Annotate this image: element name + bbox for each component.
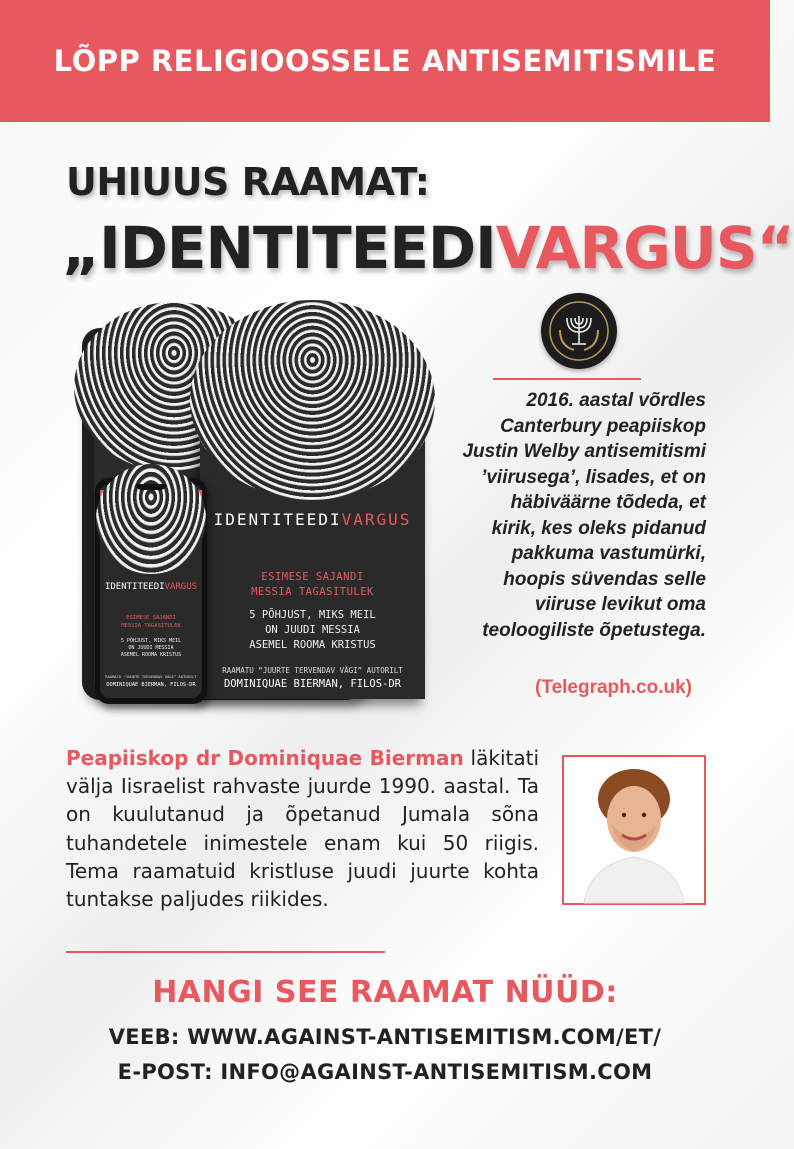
menorah-emblem-logo bbox=[541, 293, 617, 369]
top-banner bbox=[0, 0, 770, 122]
email-link[interactable]: E-POST: INFO@AGAINST-ANTISEMITISM.COM bbox=[117, 1060, 653, 1084]
headline-new-book: UHIUUS RAAMAT: bbox=[66, 160, 430, 204]
quote-line: ’viirusega’, lisades, et on bbox=[481, 466, 706, 488]
call-to-action-heading: HANGI SEE RAAMAT NÜÜD: bbox=[152, 975, 618, 1010]
book-cover-reasons bbox=[200, 608, 425, 653]
bio-divider-bottom bbox=[66, 951, 385, 953]
book-cover-subtitle bbox=[200, 570, 425, 600]
book-cover bbox=[200, 360, 425, 699]
phone-cover-reasons-line: ON JUUDI MESSIA bbox=[128, 645, 174, 651]
book-cover-author: DOMINIQUAE BIERMAN, FILOS-DR bbox=[223, 678, 401, 690]
book-cover-reasons-line: 5 PÕHJUST, MIKS MEIL bbox=[249, 609, 376, 621]
fingerprint-graphic bbox=[190, 300, 435, 500]
quote-line: häbiväärne tõdeda, et bbox=[510, 492, 706, 513]
book-title-headline bbox=[62, 214, 794, 282]
quote-line: viiruse levikut oma bbox=[534, 594, 706, 615]
phone-notch bbox=[136, 484, 166, 490]
book-cover-author-credit: RAAMATU “JUURTE TERVENDAV VÄGI” AUTORILT bbox=[222, 666, 403, 675]
telegraph-quote bbox=[414, 388, 706, 643]
quote-line: teoloogiliste õpetustega. bbox=[482, 619, 706, 641]
phone-cover-subtitle-line: MESSIA TAGASITULEK bbox=[121, 623, 181, 629]
quote-line: 2016. aastal võrdles bbox=[526, 390, 706, 411]
bio-text: läkitati välja Iisraelist rahvaste juurde 1990. aastal. Ta on kuulutanud ja õpetanud Jumala sõna tuhandetele inimestele enam kui 50 riigis. Tema raamatuid kristluse juudi juurte kohta tuntakse paljudes riikides. bbox=[66, 746, 539, 912]
book-cover-subtitle-line: ESIMESE SAJANDI bbox=[261, 571, 364, 583]
quote-line: Justin Welby antisemitismi bbox=[462, 441, 706, 462]
banner-title: LÕPP RELIGIOOSSELE ANTISEMITISMILE bbox=[53, 44, 717, 78]
phone-cover-author-credit: RAAMATU “JUURTE TERVENDAV VÄGI” AUTORILT bbox=[105, 674, 197, 679]
close-quote: “ bbox=[756, 214, 794, 282]
phone-cover-title-red: VARGUS bbox=[164, 582, 198, 592]
phone-cover-title bbox=[100, 582, 202, 592]
title-red-part: VARGUS bbox=[495, 214, 757, 282]
book-cover-reasons-line: ASEMEL ROOMA KRISTUS bbox=[249, 639, 376, 651]
book-cover-title-white: IDENTITEEDI bbox=[213, 510, 342, 529]
phone-mockup bbox=[95, 478, 207, 704]
phone-cover-reasons bbox=[100, 638, 202, 659]
quote-divider-top bbox=[493, 378, 641, 380]
quote-line: hoopis süvendas selle bbox=[503, 568, 706, 590]
author-photo bbox=[562, 755, 706, 905]
phone-cover-reasons-line: 5 PÕHJUST, MIKS MEIL bbox=[120, 638, 182, 644]
phone-cover-reasons-line: ASEMEL ROOMA KRISTUS bbox=[120, 652, 182, 658]
phone-cover-title-white: IDENTITEEDI bbox=[104, 582, 165, 592]
phone-cover-author: DOMINIQUAE BIERMAN, FILOS-DR bbox=[106, 682, 196, 688]
open-quote: „ bbox=[62, 214, 100, 282]
fingerprint-graphic bbox=[96, 464, 206, 574]
author-portrait bbox=[564, 757, 704, 903]
book-cover-title bbox=[200, 510, 425, 529]
phone-cover-subtitle bbox=[100, 614, 202, 630]
website-link[interactable]: VEEB: WWW.AGAINST-ANTISEMITISM.COM/ET/ bbox=[108, 1025, 662, 1049]
book-cover-subtitle-line: MESSIA TAGASITULEK bbox=[251, 586, 374, 598]
title-dark-part: IDENTITEEDI bbox=[99, 214, 496, 282]
book-cover-reasons-line: ON JUUDI MESSIA bbox=[265, 624, 360, 636]
quote-source: (Telegraph.co.uk) bbox=[535, 677, 692, 698]
menorah-icon bbox=[548, 300, 610, 362]
quote-line: Canterbury peapiiskop bbox=[500, 415, 706, 437]
phone-screen bbox=[100, 484, 202, 698]
phone-cover-subtitle-line: ESIMESE SAJANDI bbox=[126, 615, 176, 621]
quote-line: kirik, kes oleks pidanud bbox=[491, 517, 706, 539]
author-bio bbox=[66, 744, 539, 913]
book-cover-title-red: VARGUS bbox=[341, 510, 412, 529]
quote-line: pakkuma vastumürki, bbox=[511, 543, 706, 564]
author-name: Peapiiskop dr Dominiquae Bierman bbox=[66, 746, 464, 770]
